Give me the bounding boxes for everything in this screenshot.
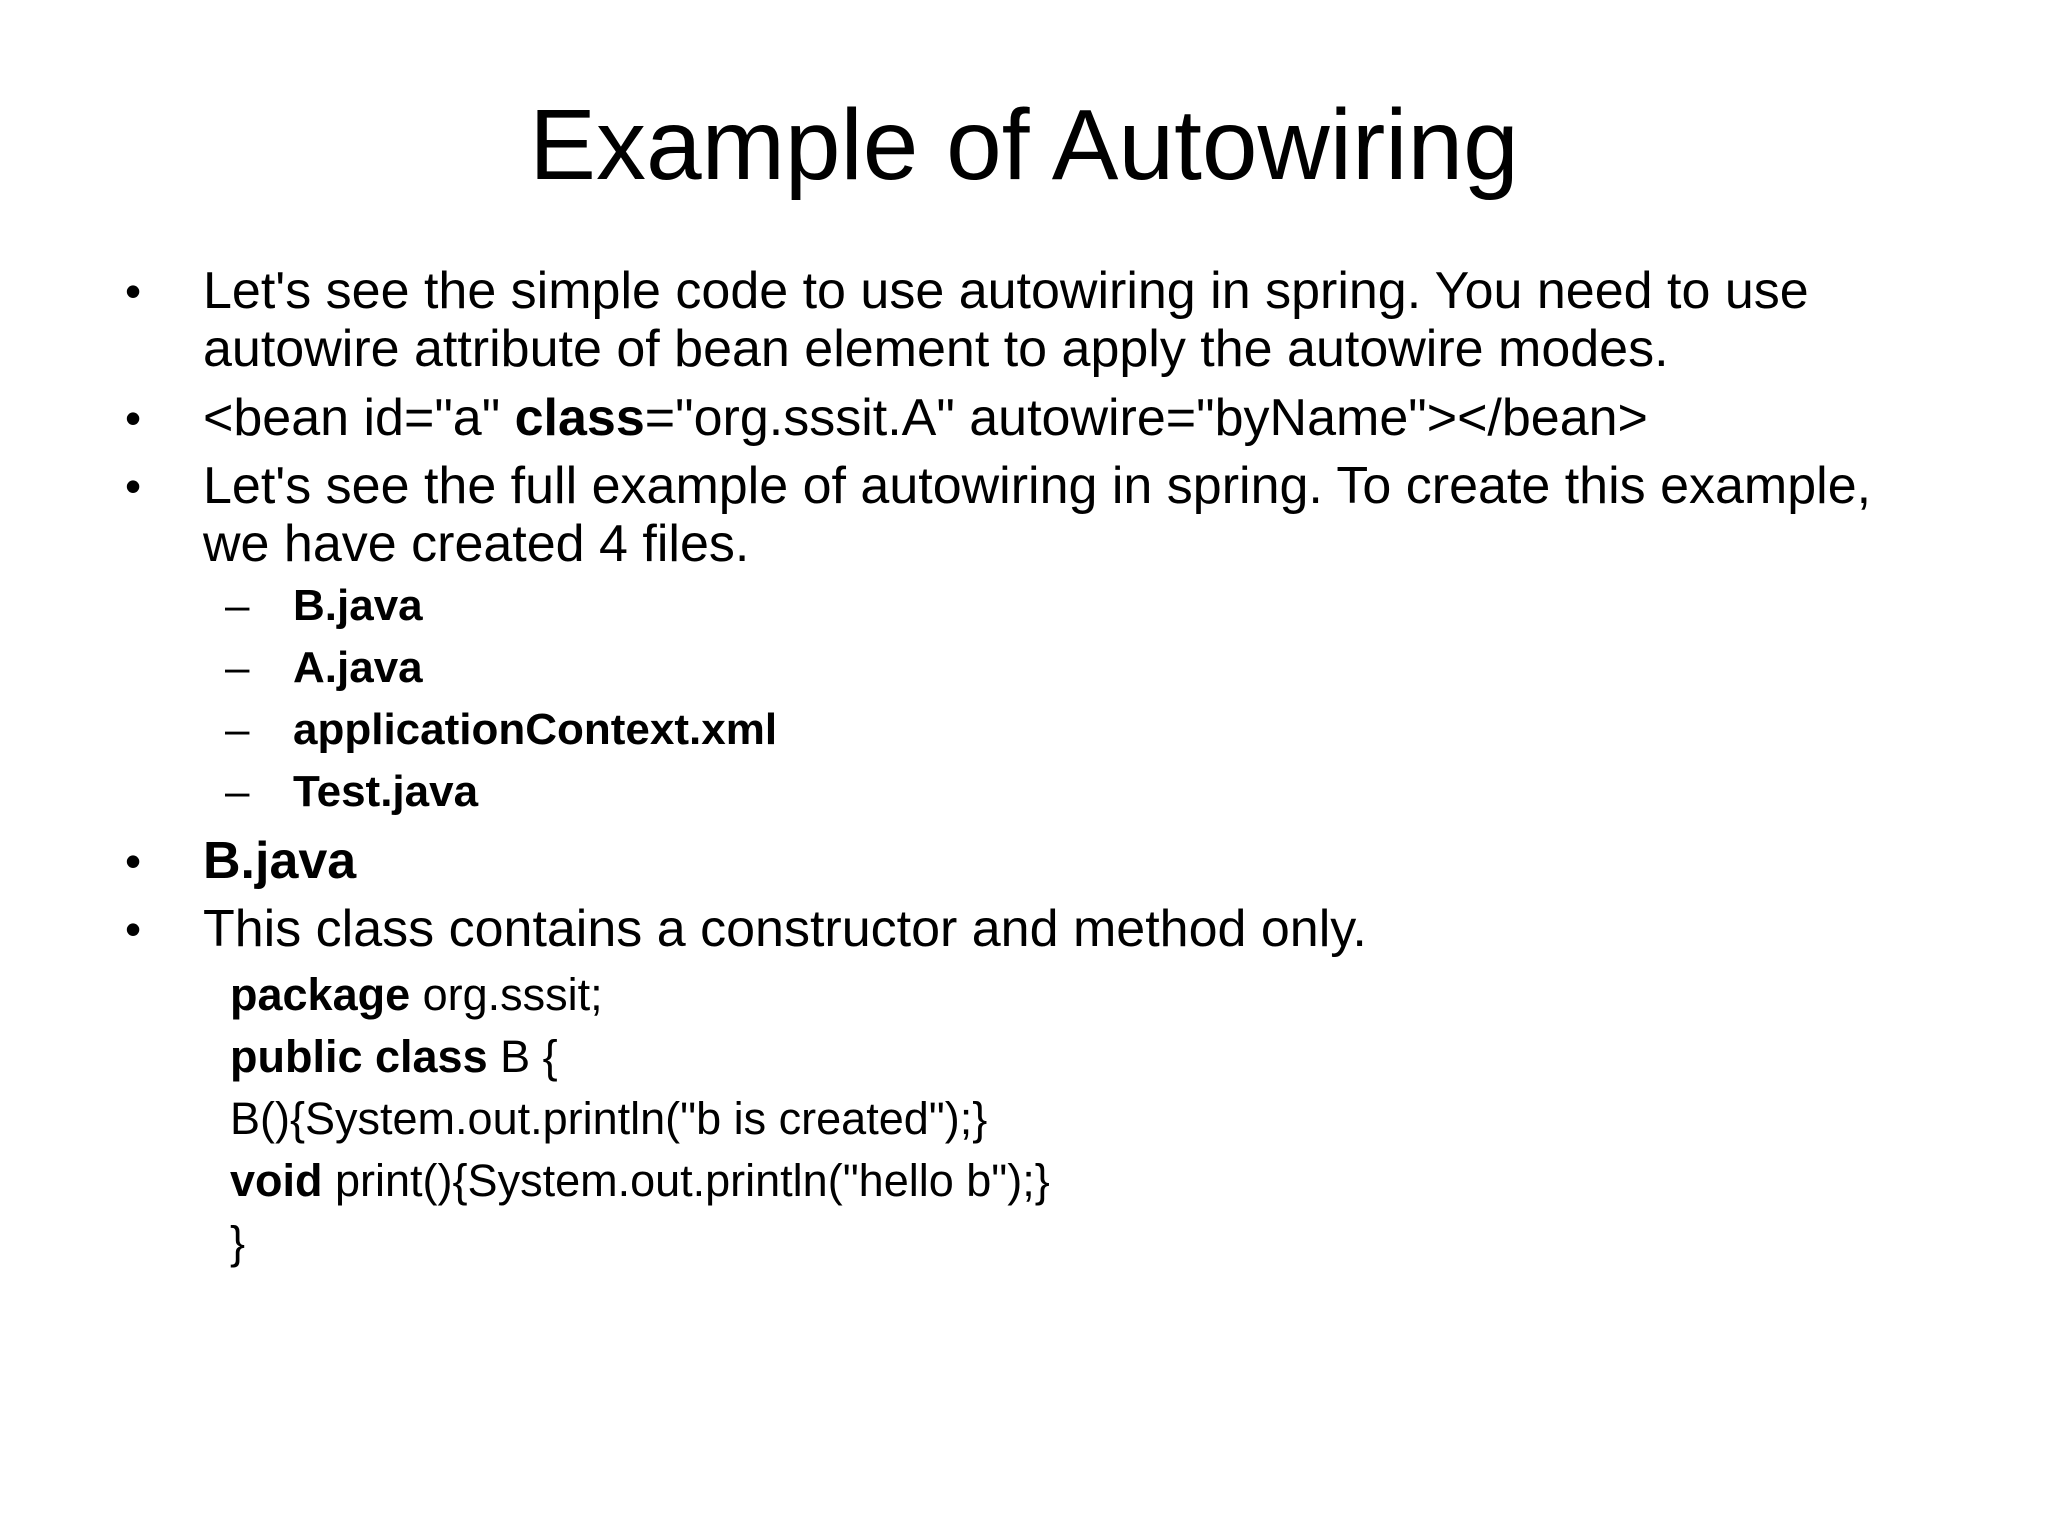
bean-tag-keyword: class — [514, 389, 645, 447]
bullet-marker: • — [125, 265, 142, 317]
code-line — [230, 970, 603, 1020]
file-name: A.java — [293, 643, 423, 692]
file-name: B.java — [293, 581, 423, 630]
dash-marker: – — [225, 767, 250, 816]
bullet-item — [125, 832, 1903, 890]
file-list-item — [225, 767, 479, 817]
code-text: print(){System.out.println("hello b");} — [322, 1155, 1050, 1206]
dash-marker: – — [225, 705, 250, 754]
code-line: B(){System.out.println("b is created");} — [230, 1093, 988, 1144]
bullet-marker: • — [125, 903, 142, 955]
code-keyword: void — [230, 1155, 323, 1206]
code-line — [230, 1032, 558, 1082]
file-name: applicationContext.xml — [293, 705, 778, 754]
bullet-marker: • — [125, 392, 142, 444]
code-text: org.sssit; — [410, 969, 603, 1020]
bean-tag-prefix: <bean id="a" — [203, 389, 515, 447]
code-text: B { — [487, 1031, 558, 1082]
code-keyword: public class — [230, 1031, 488, 1082]
bullet-text: Let's see the simple code to use autowiring in spring. You need to use autowire attribute of bean element to apply the autowire modes. — [203, 262, 1809, 378]
bullet-item — [125, 389, 1903, 447]
bullet-text: This class contains a constructor and method only. — [203, 900, 1367, 958]
file-list-item — [225, 643, 423, 693]
code-line: } — [230, 1217, 246, 1268]
code-line — [230, 1156, 1050, 1206]
file-name: Test.java — [293, 767, 479, 816]
bullet-marker: • — [125, 460, 142, 512]
bullet-item — [125, 262, 1903, 378]
file-list-item — [225, 705, 778, 755]
file-list-item — [225, 581, 423, 631]
code-keyword: package — [230, 969, 411, 1020]
bullet-item — [125, 457, 1903, 573]
bean-tag-suffix: ="org.sssit.A" autowire="byName"></bean> — [644, 389, 1648, 447]
bullet-marker: • — [125, 835, 142, 887]
dash-marker: – — [225, 581, 250, 630]
slide-title: Example of Autowiring — [529, 89, 1519, 201]
bullet-text: Let's see the full example of autowiring in spring. To create this example, we have created 4 files. — [203, 457, 1872, 573]
dash-marker: – — [225, 643, 250, 692]
bullet-text: B.java — [203, 832, 357, 890]
bullet-item — [125, 900, 1903, 958]
